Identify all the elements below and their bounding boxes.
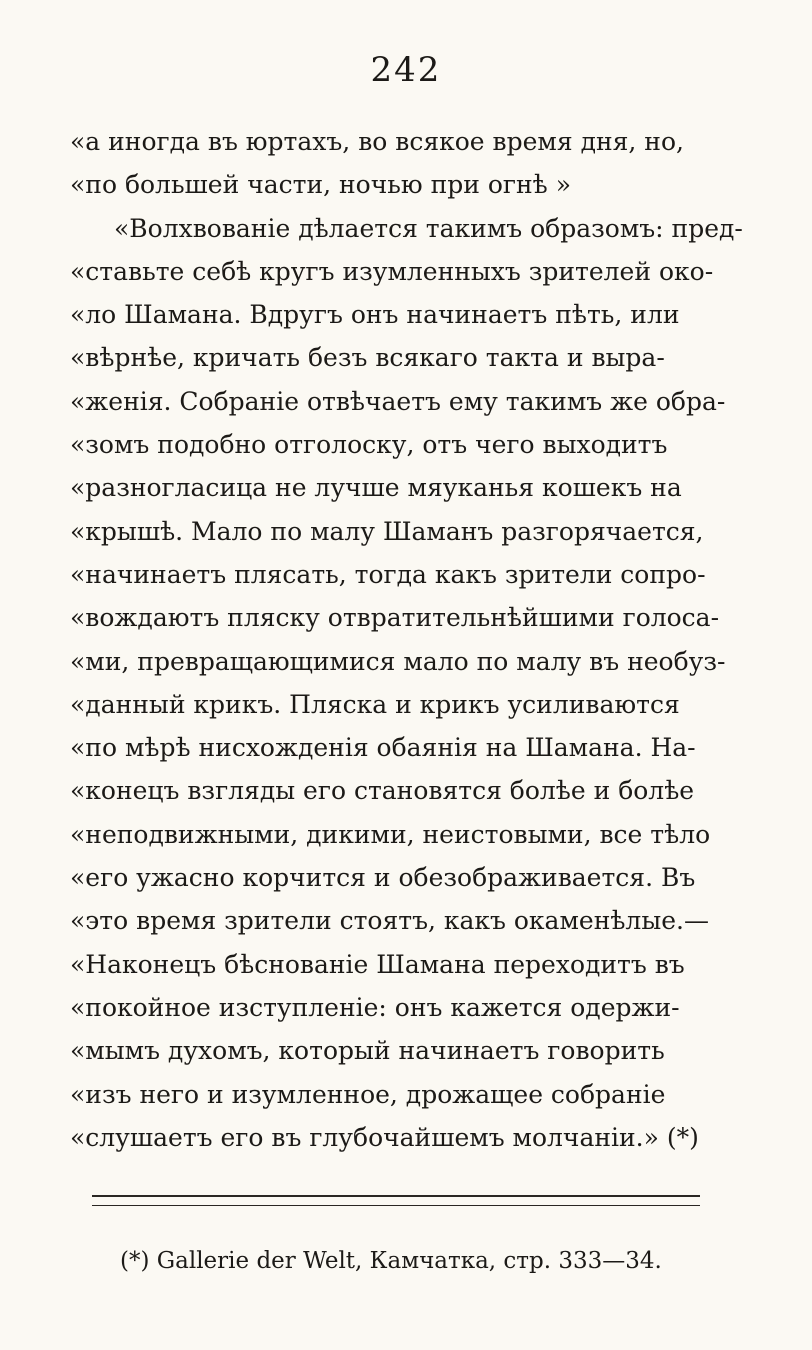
footnote-separator-thin	[92, 1205, 700, 1206]
text-line: «вѣрнѣе, кричать безъ всякаго такта и выра-	[70, 343, 665, 373]
text-line: «покойное изступленіе: онъ кажется одержи-	[70, 992, 680, 1022]
text-line: «разногласица не лучше мяуканья кошекъ на	[70, 473, 682, 503]
text-line: «зомъ подобно отголоску, отъ чего выходитъ	[70, 430, 668, 460]
text-line: «данный крикъ. Пляска и крикъ усиливаются	[70, 689, 680, 719]
text-line: «его ужасно корчится и обезображивается. Въ	[70, 863, 696, 893]
text-line: «неподвижными, дикими, неистовыми, все тѣло	[70, 819, 711, 849]
text-line: «крышѣ. Мало по малу Шаманъ разгорячается,	[70, 516, 704, 546]
text-line: «ставьте себѣ кругъ изумленныхъ зрителей око-	[70, 256, 714, 286]
text-line: «вождаютъ пляску отвратительнѣйшими голоса-	[70, 603, 720, 633]
text-line: «женія. Собраніе отвѣчаетъ ему такимъ же обра-	[70, 386, 726, 416]
footnote-separator	[92, 1195, 700, 1197]
body-text	[70, 120, 785, 1159]
text-line: «слушаетъ его въ глубочайшемъ молчаніи.» (*)	[70, 1122, 699, 1152]
text-line: «Наконецъ бѣснованіе Шамана переходитъ въ	[70, 949, 685, 979]
text-line: «по большей части, ночью при огнѣ »	[70, 170, 571, 200]
text-line: «ло Шамана. Вдругъ онъ начинаетъ пѣть, или	[70, 300, 680, 330]
text-line: «Волхвованіе дѣлается такимъ образомъ: пред-	[114, 213, 743, 243]
text-line: «ми, превращающимися мало по малу въ необуз-	[70, 646, 726, 676]
text-line: «по мѣрѣ нисхожденія обаянія на Шамана. На-	[70, 733, 696, 763]
text-line: «начинаетъ плясать, тогда какъ зрители сопро-	[70, 559, 706, 589]
text-line: «а иногда въ юртахъ, во всякое время дня, но,	[70, 127, 684, 156]
text-line: «конецъ взгляды его становятся болѣе и болѣе	[70, 776, 695, 806]
page-number: 242	[370, 50, 442, 90]
text-line: «мымъ духомъ, который начинаетъ говорить	[70, 1036, 665, 1066]
text-line: «изъ него и изумленное, дрожащее собраніе	[70, 1079, 666, 1109]
footnote: (*) Gallerie der Welt, Камчатка, стр. 333—34.	[120, 1248, 662, 1274]
text-line: «это время зрители стоятъ, какъ окаменѣлые.—	[70, 906, 709, 936]
